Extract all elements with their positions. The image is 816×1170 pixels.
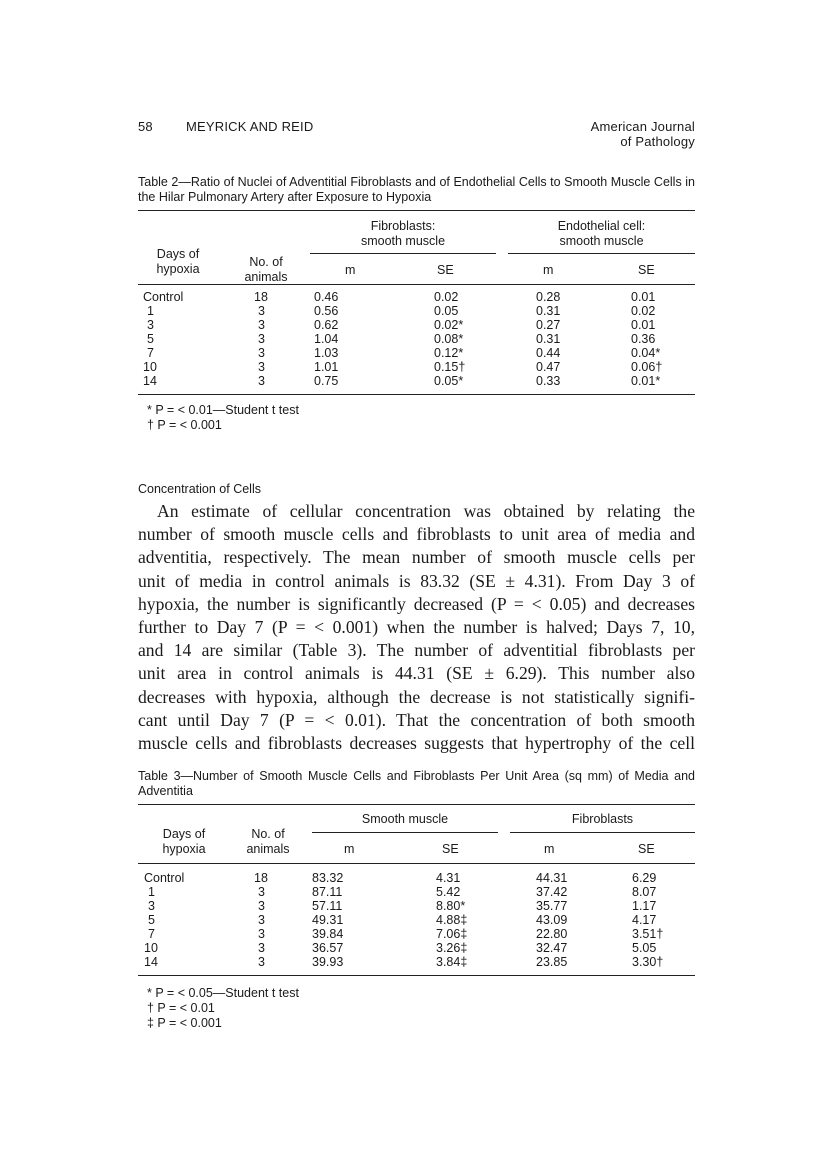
table3-col-animals-2: animals	[246, 842, 290, 856]
table3-row-days: Control	[144, 871, 185, 885]
table3-row-fib-m: 35.77	[536, 899, 568, 913]
body-line: An estimate of cellular concentration was obtained by relating the	[157, 501, 695, 521]
table2-row-endo-m: 0.44	[536, 346, 561, 360]
table2-row-fib-m: 1.01	[314, 360, 339, 374]
table2-row-fib-m: 0.46	[314, 290, 339, 304]
table2-row-fib-se: 0.12*	[434, 346, 464, 360]
table2-row-endo-m: 0.31	[536, 304, 561, 318]
table3-row-sm-m: 36.57	[312, 941, 344, 955]
table2-row-n: 18	[254, 290, 268, 304]
section-body	[138, 500, 695, 755]
table2-row-fib-m: 0.56	[314, 304, 339, 318]
table3-row-fib-m: 32.47	[536, 941, 568, 955]
table2-footnote-2: † P = < 0.001	[147, 418, 222, 432]
table3-row-fib-se: 3.30†	[632, 955, 664, 969]
table2-group2-rule	[508, 253, 695, 254]
table2-row-fib-m: 0.62	[314, 318, 339, 332]
table2-row-days: 7	[147, 346, 154, 360]
table3-row-sm-se: 7.06‡	[436, 927, 468, 941]
table2-col-days-2: hypoxia	[156, 262, 200, 276]
table3-footnote-3: ‡ P = < 0.001	[147, 1016, 222, 1030]
table3-caption: Table 3—Number of Smooth Muscle Cells and Fibroblasts Per Unit Area (sq mm) of Media and Adventitia	[138, 769, 695, 798]
table3-row-sm-m: 83.32	[312, 871, 344, 885]
table3	[138, 804, 695, 1004]
body-line: unit area in control animals is 44.31 (SE ± 6.29). This number also	[138, 663, 695, 684]
table3-row-n: 18	[254, 871, 268, 885]
table3-group2-rule	[510, 832, 695, 833]
table3-row-n: 3	[258, 955, 265, 969]
table2-row-fib-se: 0.05	[434, 304, 459, 318]
table2-row-endo-se: 0.01*	[631, 374, 661, 388]
table2-row-endo-se: 0.04*	[631, 346, 661, 360]
table3-row-sm-m: 87.11	[312, 885, 343, 899]
table2-row-days: Control	[143, 290, 184, 304]
table3-row-fib-se: 1.17	[632, 899, 657, 913]
body-line: adventitia, respectively. The mean number of smooth muscle cells per	[138, 547, 695, 568]
table2-row-endo-se: 0.01	[631, 290, 656, 304]
table2-row-fib-m: 1.03	[314, 346, 339, 360]
section-heading: Concentration of Cells	[138, 482, 261, 496]
table3-bottom-rule	[138, 975, 695, 976]
table2-row-days: 14	[143, 374, 157, 388]
table2-footnote-1: * P = < 0.01—Student t test	[147, 403, 299, 417]
table3-row-fib-se: 8.07	[632, 885, 657, 899]
table2-col-days-1: Days of	[156, 247, 200, 261]
table2-row-endo-se: 0.06†	[631, 360, 663, 374]
table2-row-n: 3	[258, 318, 265, 332]
table3-row-fib-m: 22.80	[536, 927, 568, 941]
table3-row-days: 14	[144, 955, 158, 969]
table3-row-sm-se: 8.80*	[436, 899, 466, 913]
body-line: muscle cells and fibroblasts decreases suggests that hypertrophy of the cell	[138, 733, 695, 754]
journal-title-line2: of Pathology	[620, 134, 695, 149]
table3-row-n: 3	[258, 941, 265, 955]
table2-group1-line2: smooth muscle	[360, 234, 446, 248]
table3-row-fib-se: 6.29	[632, 871, 657, 885]
body-line: unit of media in control animals is 83.32 (SE ± 4.31). From Day 3 of	[138, 570, 695, 591]
table2-row-endo-m: 0.28	[536, 290, 561, 304]
table2-top-rule	[138, 210, 695, 211]
table3-row-n: 3	[258, 927, 265, 941]
table2-group2-line1: Endothelial cell:	[557, 219, 646, 233]
table2-row-fib-se: 0.08*	[434, 332, 464, 346]
table2-bottom-rule	[138, 394, 695, 395]
table2-fib-m-header: m	[345, 263, 356, 277]
table3-col-days-2: hypoxia	[162, 842, 206, 856]
table3-row-sm-m: 39.84	[312, 927, 344, 941]
table3-col-days-1: Days of	[162, 827, 206, 841]
table2-row-n: 3	[258, 360, 265, 374]
table2-row-days: 5	[147, 332, 154, 346]
table3-row-n: 3	[258, 885, 265, 899]
table3-row-days: 5	[148, 913, 155, 927]
table3-row-sm-se: 4.31	[436, 871, 461, 885]
table3-row-fib-m: 37.42	[536, 885, 568, 899]
table2-group2-line2: smooth muscle	[559, 234, 644, 248]
body-line: decreases with hypoxia, although the decrease is not statistically signifi-	[138, 686, 695, 707]
table2-row-fib-se: 0.02	[434, 290, 459, 304]
running-authors: MEYRICK AND REID	[186, 119, 314, 134]
table2-row-fib-se: 0.05*	[434, 374, 464, 388]
body-line: number of smooth muscle cells and fibroblasts to unit area of media and	[138, 524, 695, 545]
table2-fib-se-header: SE	[437, 263, 454, 277]
table2-caption: Table 2—Ratio of Nuclei of Adventitial Fibroblasts and of Endothelial Cells to Smooth Muscle Cells in the Hilar Pulmonary Artery after Exposure to Hypoxia	[138, 175, 695, 204]
table2-row-days: 10	[143, 360, 157, 374]
table3-header-rule	[138, 863, 695, 864]
table3-row-days: 1	[148, 885, 155, 899]
table2-row-endo-se: 0.01	[631, 318, 656, 332]
table3-fib-se-header: SE	[638, 842, 655, 856]
table2-group1-rule	[310, 253, 496, 254]
table2-row-endo-m: 0.27	[536, 318, 561, 332]
table2-row-n: 3	[258, 304, 265, 318]
table3-row-sm-se: 4.88‡	[436, 913, 468, 927]
journal-title-line1: American Journal	[590, 119, 695, 134]
table3-row-sm-se: 3.84‡	[436, 955, 468, 969]
table2-row-endo-se: 0.36	[631, 332, 656, 346]
table3-row-n: 3	[258, 899, 265, 913]
body-line: hypoxia, the number is significantly decreased (P = < 0.05) and decreases	[138, 593, 695, 614]
table3-top-rule	[138, 804, 695, 805]
table3-sm-se-header: SE	[442, 842, 459, 856]
table3-footnote-2: † P = < 0.01	[147, 1001, 215, 1015]
table2-row-n: 3	[258, 332, 265, 346]
table3-row-fib-m: 43.09	[536, 913, 568, 927]
table2-row-fib-m: 0.75	[314, 374, 339, 388]
table3-sm-m-header: m	[344, 842, 355, 856]
table2-header-rule	[138, 284, 695, 285]
table3-row-sm-se: 3.26‡	[436, 941, 468, 955]
table2-row-fib-se: 0.02*	[434, 318, 464, 332]
table3-row-sm-m: 57.11	[312, 899, 343, 913]
table2-row-days: 1	[147, 304, 154, 318]
body-line: and 14 are similar (Table 3). The number of adventitial fibroblasts per	[138, 640, 695, 661]
table3-row-sm-m: 39.93	[312, 955, 344, 969]
table3-group2: Fibroblasts	[571, 812, 634, 826]
body-line: cant until Day 7 (P = < 0.01). That the concentration of both smooth	[138, 709, 695, 730]
table2-row-days: 3	[147, 318, 154, 332]
table3-row-fib-m: 44.31	[536, 871, 568, 885]
table3-footnote-1: * P = < 0.05—Student t test	[147, 986, 299, 1000]
table3-row-days: 7	[148, 927, 155, 941]
table2-group1-line1: Fibroblasts:	[370, 219, 436, 233]
table3-row-days: 3	[148, 899, 155, 913]
table2-row-endo-m: 0.31	[536, 332, 561, 346]
table3-row-fib-se: 3.51†	[632, 927, 664, 941]
table2-row-fib-m: 1.04	[314, 332, 339, 346]
table3-row-fib-se: 5.05	[632, 941, 657, 955]
table3-row-fib-se: 4.17	[632, 913, 657, 927]
table2	[138, 210, 695, 430]
table2-endo-m-header: m	[543, 263, 554, 277]
table3-group1-rule	[312, 832, 498, 833]
table3-col-animals-1: No. of	[251, 827, 285, 841]
table2-row-n: 3	[258, 374, 265, 388]
table2-col-animals-2: animals	[244, 270, 288, 284]
table3-row-n: 3	[258, 913, 265, 927]
table3-row-sm-m: 49.31	[312, 913, 344, 927]
table2-row-fib-se: 0.15†	[434, 360, 466, 374]
table2-row-endo-se: 0.02	[631, 304, 656, 318]
table2-col-animals-1: No. of	[249, 255, 283, 269]
table2-endo-se-header: SE	[638, 263, 655, 277]
table3-row-sm-se: 5.42	[436, 885, 461, 899]
table3-row-fib-m: 23.85	[536, 955, 568, 969]
body-line: further to Day 7 (P = < 0.001) when the number is halved; Days 7, 10,	[138, 617, 695, 638]
table3-group1: Smooth muscle	[361, 812, 449, 826]
page-number: 58	[138, 119, 153, 134]
table2-row-endo-m: 0.33	[536, 374, 561, 388]
table2-row-endo-m: 0.47	[536, 360, 561, 374]
table3-fib-m-header: m	[544, 842, 555, 856]
table3-row-days: 10	[144, 941, 158, 955]
table2-row-n: 3	[258, 346, 265, 360]
